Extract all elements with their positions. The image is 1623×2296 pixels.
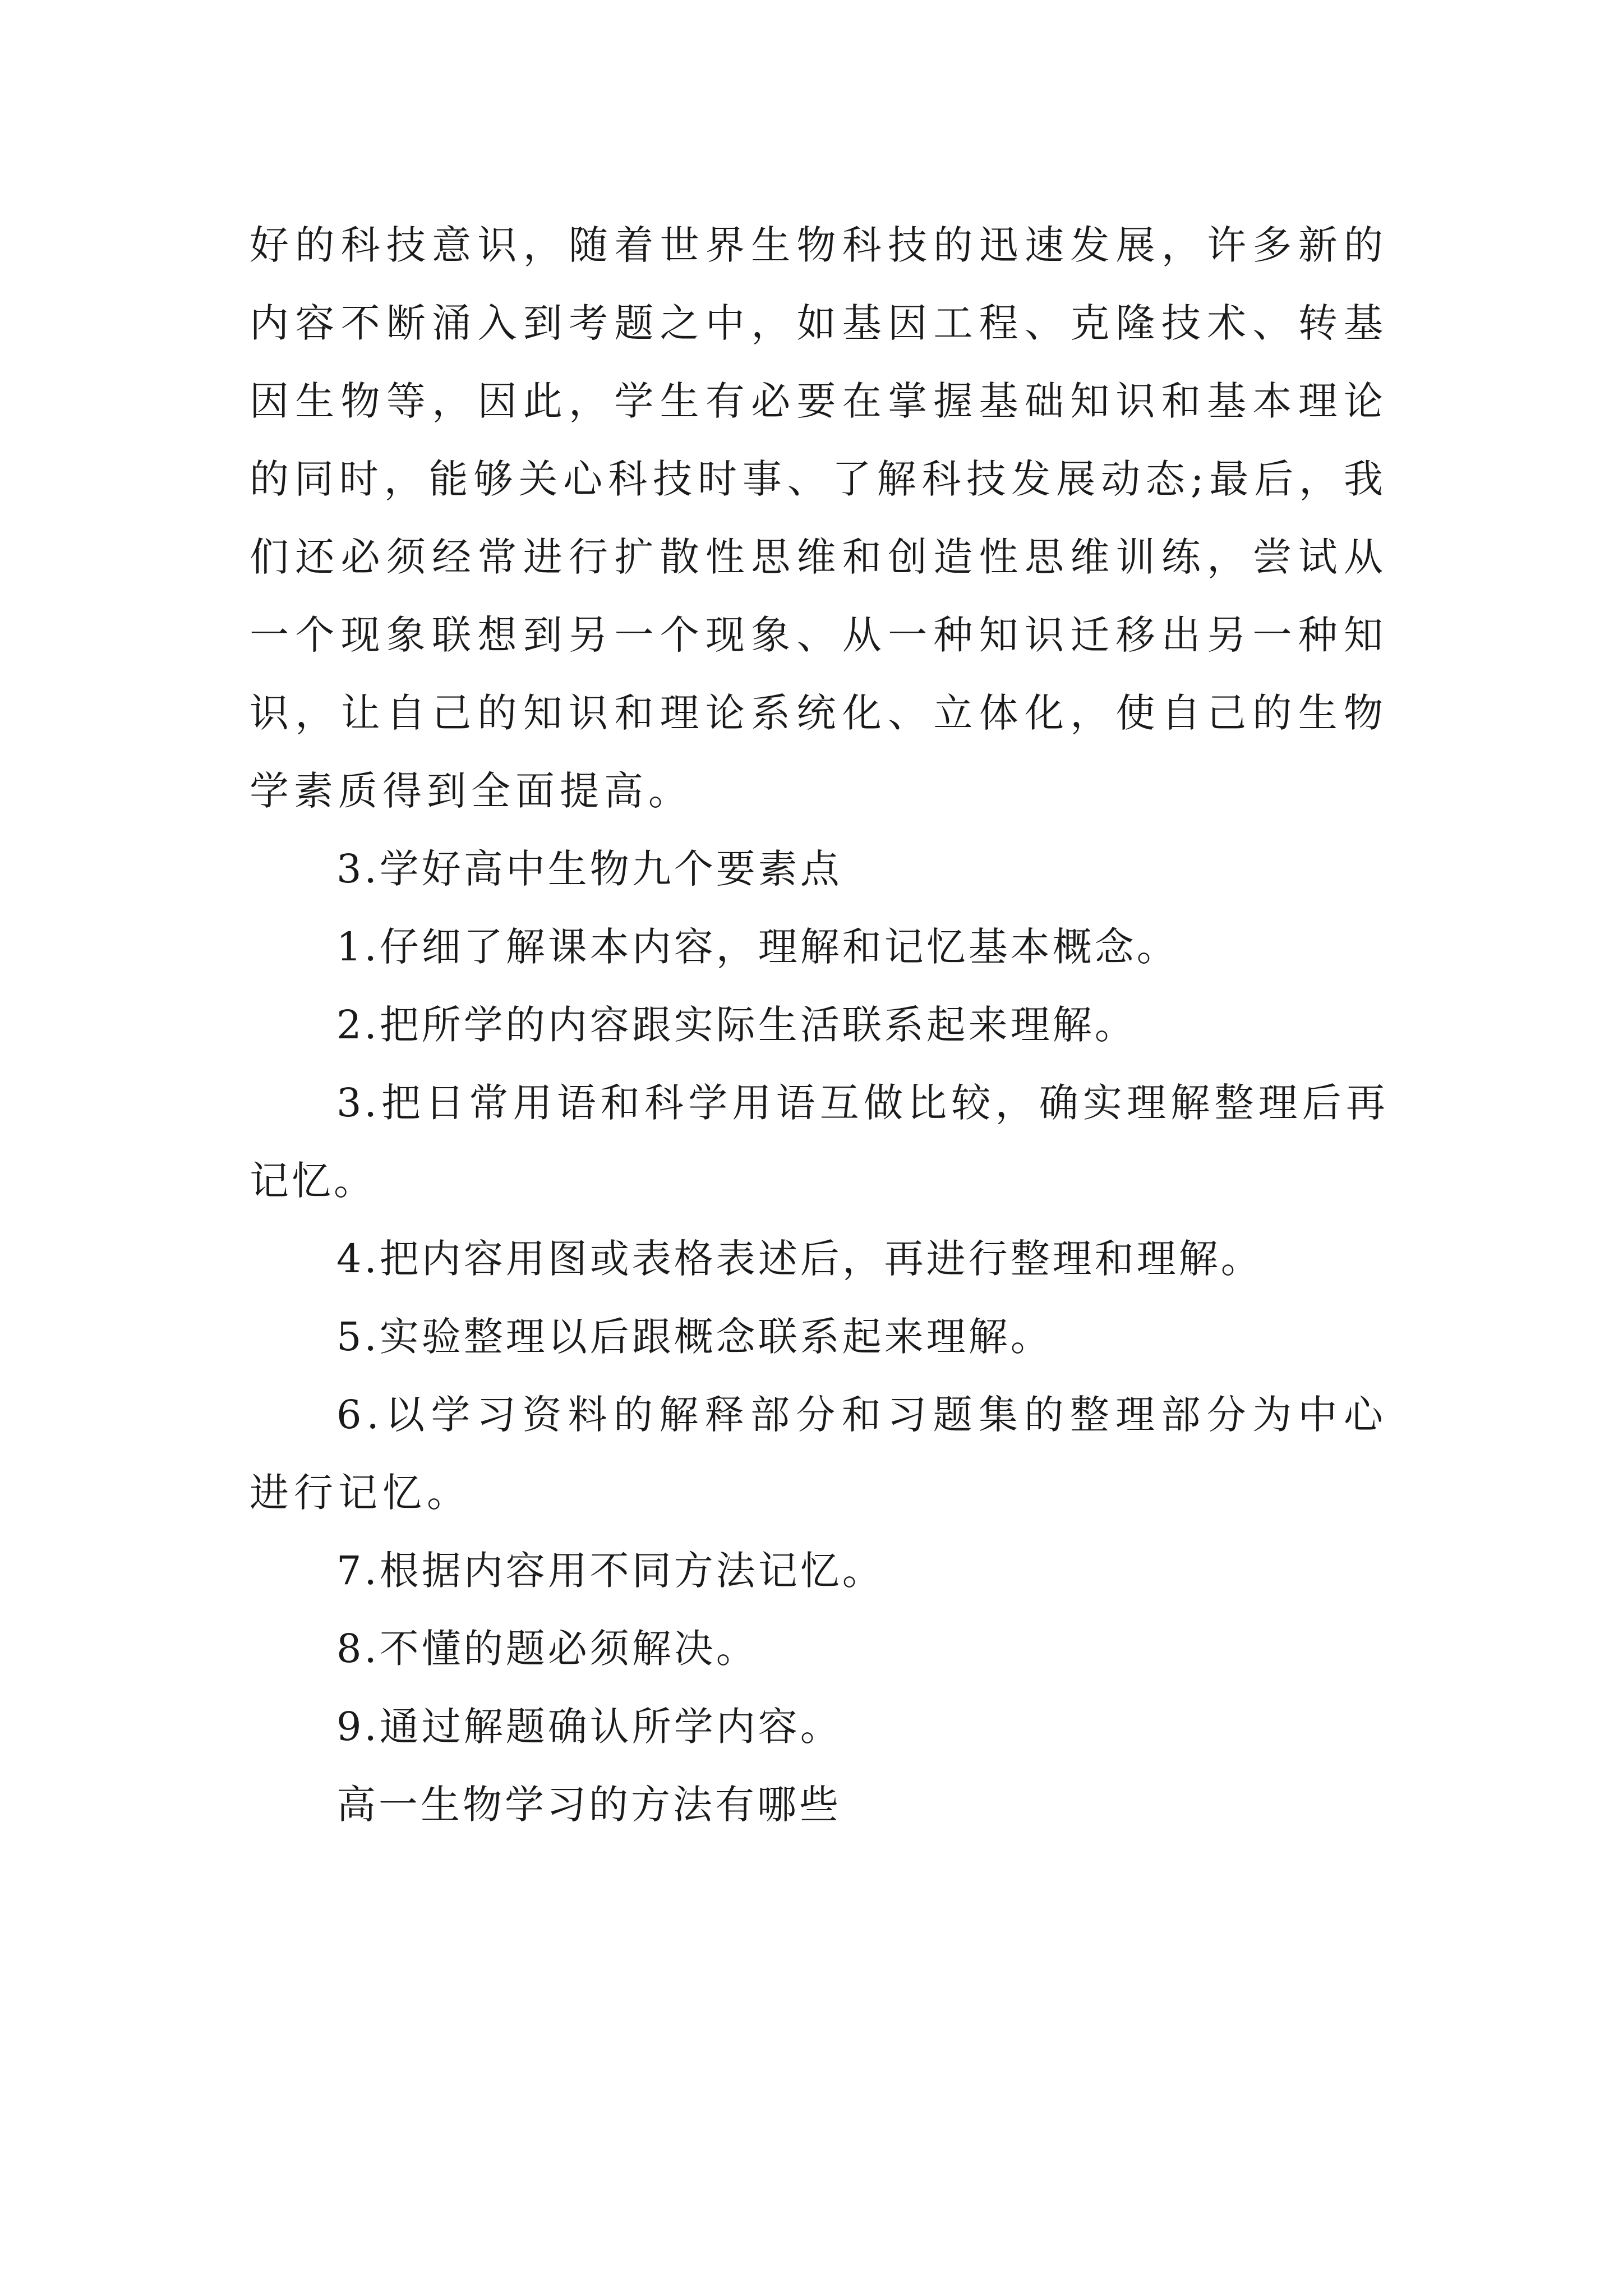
document-body bbox=[250, 206, 1388, 1844]
list-item: 9.通过解题确认所学内容。 bbox=[336, 1704, 842, 1750]
list-item: 3.把日常用语和科学用语互做比较，确实理解整理后再记忆。 bbox=[250, 1080, 1388, 1204]
list-item: 2.把所学的内容跟实际生活联系起来理解。 bbox=[336, 1002, 1137, 1048]
list-item: 6.以学习资料的解释部分和习题集的整理部分为中心进行记忆。 bbox=[250, 1392, 1388, 1516]
list-item: 1.仔细了解课本内容，理解和记忆基本概念。 bbox=[336, 924, 1179, 970]
list-item: 5.实验整理以后跟概念联系起来理解。 bbox=[336, 1314, 1053, 1360]
section-heading: 3.学好高中生物九个要素点 bbox=[336, 846, 842, 892]
intro-paragraph: 好的科技意识，随着世界生物科技的迅速发展，许多新的内容不断涌入到考题之中，如基因工程、克隆技术、转基因生物等，因此，学生有必要在掌握基础知识和基本理论的同时，能够关心科技时事、了解科技发展动态;最后，我们还必须经常进行扩散性思维和创造性思维训练，尝试从一个现象联想到另一个现象、从一种知识迁移出另一种知识，让自己的知识和理论系统化、立体化，使自己的生物学素质得到全面提高。 bbox=[250, 222, 1388, 814]
list-item: 8.不懂的题必须解决。 bbox=[336, 1626, 758, 1672]
list-item: 7.根据内容用不同方法记忆。 bbox=[336, 1548, 884, 1594]
closing-line: 高一生物学习的方法有哪些 bbox=[336, 1782, 841, 1828]
list-item: 4.把内容用图或表格表述后，再进行整理和理解。 bbox=[336, 1236, 1263, 1282]
